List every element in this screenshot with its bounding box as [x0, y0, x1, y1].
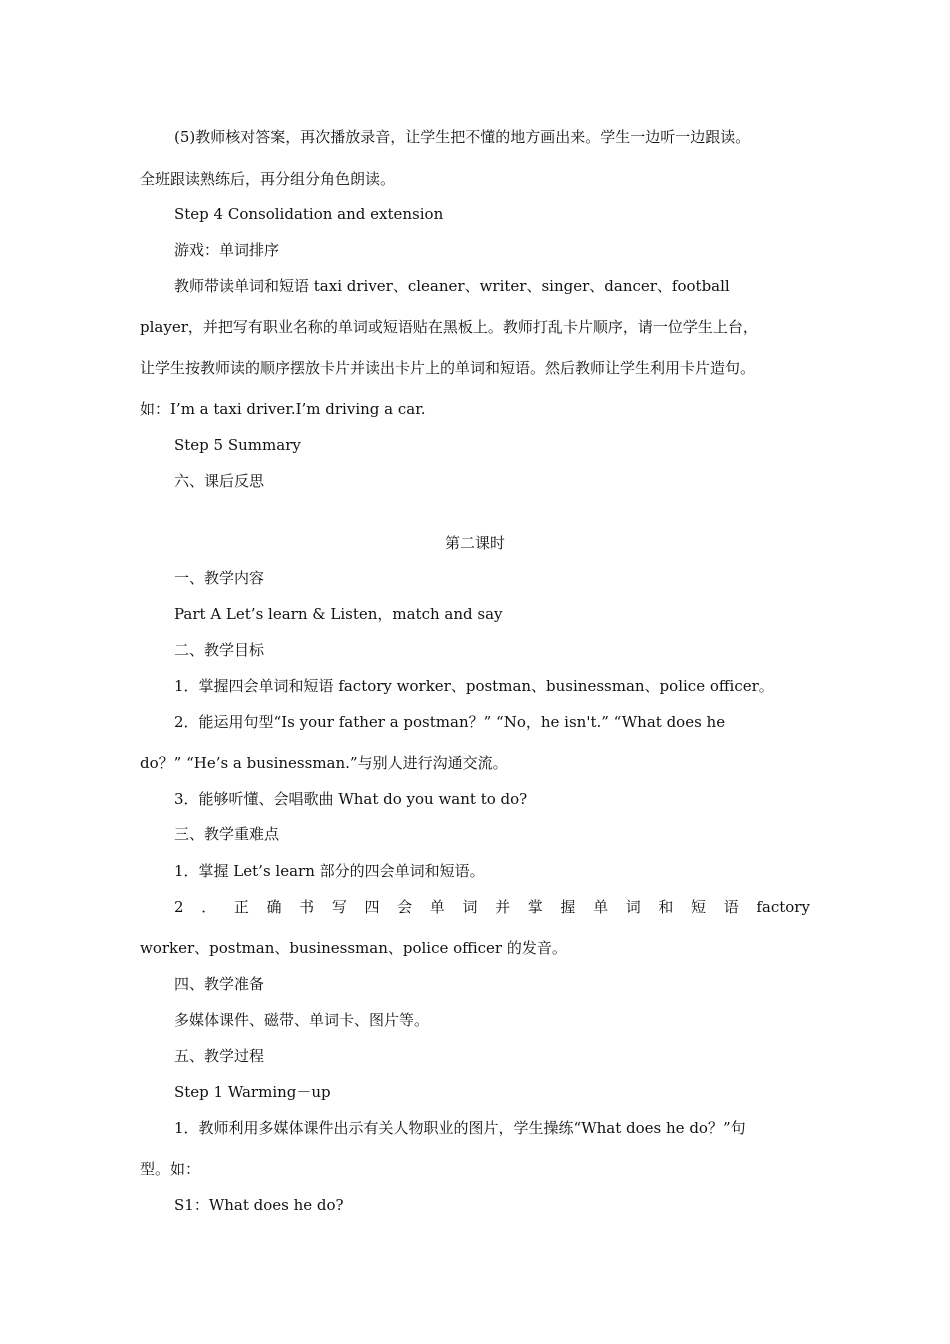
paragraph-line: 全班跟读熟练后，再分组分角色朗读。 — [140, 170, 396, 188]
justified-word: 确 — [266, 898, 282, 916]
paragraph-game-line: player，并把写有职业名称的单词或短语贴在黑板上。教师打乱卡片顺序，请一位学生上台， — [140, 318, 758, 336]
section-heading-goals: 二、教学目标 — [174, 641, 265, 659]
goal-item-2: 2．能运用句型“Is your father a postman？” “No，he isn't.” “What does he — [174, 713, 726, 731]
step-1-heading: Step 1 Warming－up — [174, 1083, 331, 1101]
goal-item-2-continued: do？” “He’s a businessman.”与别人进行沟通交流。 — [140, 754, 508, 772]
justified-word: 并 — [495, 898, 511, 916]
justified-word: 四 — [364, 898, 380, 916]
dialogue-line: S1：What does he do? — [174, 1196, 344, 1214]
justified-word: 语 — [723, 898, 739, 916]
justified-word: 书 — [299, 898, 315, 916]
justified-word: 会 — [397, 898, 413, 916]
key-point-item-2 — [174, 897, 810, 917]
section-reflection-heading: 六、课后反思 — [174, 472, 265, 490]
justified-word: 单 — [593, 898, 609, 916]
step-5-heading: Step 5 Summary — [174, 436, 301, 454]
preparation-line: 多媒体课件、磁带、单词卡、图片等。 — [174, 1011, 430, 1029]
key-point-item-2-continued: worker、postman、businessman、police officer 的发音。 — [140, 939, 567, 957]
justified-word: 2 — [174, 898, 184, 916]
key-point-item-1: 1．掌握 Let’s learn 部分的四会单词和短语。 — [174, 862, 485, 880]
game-heading: 游戏：单词排序 — [174, 241, 280, 259]
paragraph-game-line: 教师带读单词和短语 taxi driver、cleaner、writer、singer、dancer、football — [174, 277, 730, 295]
justified-word: 写 — [331, 898, 347, 916]
justified-word: 词 — [625, 898, 641, 916]
goal-item-1: 1．掌握四会单词和短语 factory worker、postman、businessman、police officer。 — [174, 677, 774, 695]
justified-word: 词 — [462, 898, 478, 916]
justified-word: ． — [201, 898, 217, 916]
paragraph-game-line: 让学生按教师读的顺序摆放卡片并读出卡片上的单词和短语。然后教师让学生利用卡片造句。 — [140, 359, 756, 377]
lesson-part-line: Part A Let’s learn & Listen，match and say — [174, 605, 503, 623]
warmup-item-1-continued: 型。如： — [140, 1160, 201, 1178]
paragraph-step3-item5: (5)教师核对答案，再次播放录音，让学生把不懂的地方画出来。学生一边听一边跟读。 — [174, 128, 751, 146]
goal-item-3: 3．能够听懂、会唱歌曲 What do you want to do? — [174, 790, 528, 808]
warmup-item-1: 1．教师利用多媒体课件出示有关人物职业的图片，学生操练“What does he do？”句 — [174, 1119, 746, 1137]
justified-word: 和 — [658, 898, 674, 916]
section-heading-content: 一、教学内容 — [174, 569, 265, 587]
step-4-heading: Step 4 Consolidation and extension — [174, 205, 444, 223]
justified-word: 单 — [429, 898, 445, 916]
section-heading-key-points: 三、教学重难点 — [174, 825, 280, 843]
justified-word: factory — [756, 898, 810, 916]
justified-word: 掌 — [527, 898, 543, 916]
justified-word: 短 — [691, 898, 707, 916]
section-heading-preparation: 四、教学准备 — [174, 975, 265, 993]
justified-word: 正 — [233, 898, 249, 916]
example-sentence: 如：I’m a taxi driver.I’m driving a car. — [140, 400, 426, 418]
lesson-title: 第二课时 — [444, 534, 505, 552]
section-heading-process: 五、教学过程 — [174, 1047, 265, 1065]
justified-word: 握 — [560, 898, 576, 916]
